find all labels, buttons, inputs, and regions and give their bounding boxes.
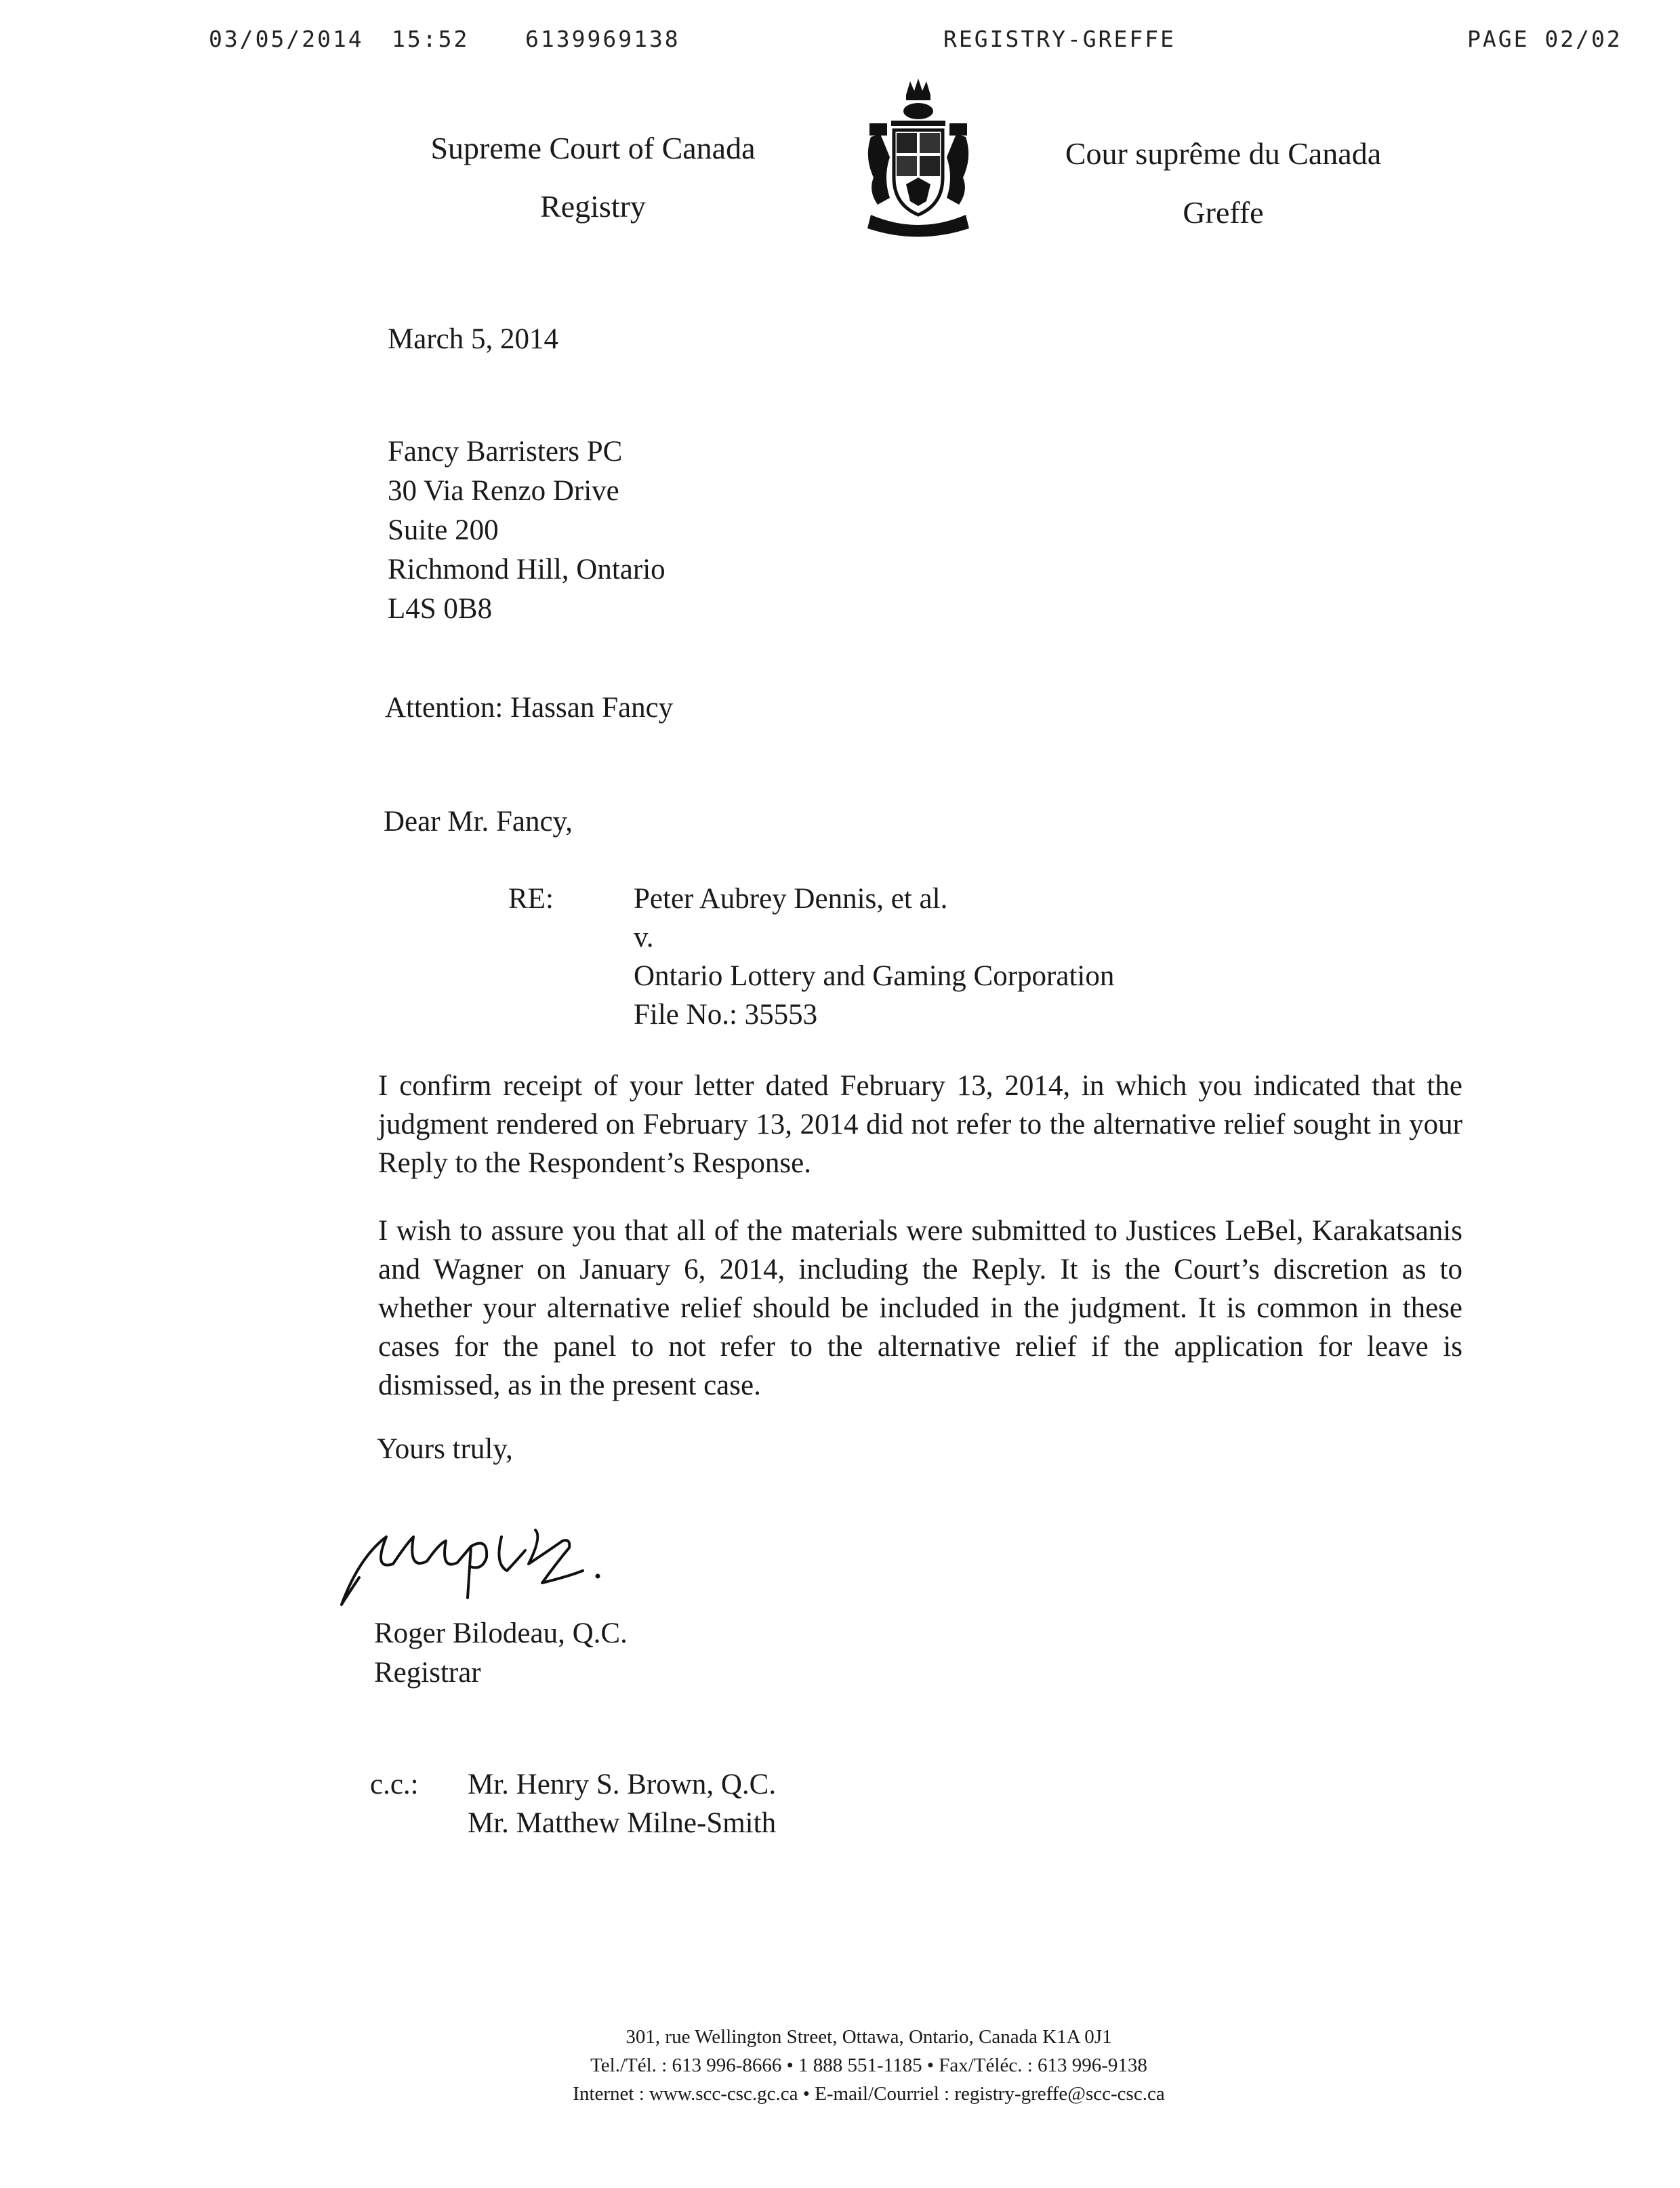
re-versus: v. bbox=[634, 922, 654, 953]
fax-time: 15:52 bbox=[392, 26, 470, 52]
re-block bbox=[634, 880, 1114, 1034]
re-party-appellant: Peter Aubrey Dennis, et al. bbox=[634, 883, 948, 915]
cc-label: c.c.: bbox=[370, 1769, 419, 1800]
court-name-french: Cour suprême du Canada bbox=[1065, 136, 1382, 171]
fax-date: 03/05/2014 bbox=[209, 26, 364, 52]
handwritten-signature bbox=[332, 1496, 712, 1611]
registry-english: Registry bbox=[540, 189, 646, 224]
cc-list bbox=[468, 1765, 776, 1842]
fax-number: 6139969138 bbox=[525, 26, 680, 52]
coat-of-arms-icon bbox=[851, 76, 986, 245]
footer-web: Internet : www.scc-csc.gc.ca • E-mail/Courriel : registry-greffe@scc-csc.ca bbox=[573, 2083, 1165, 2105]
re-label: RE: bbox=[508, 883, 554, 915]
fax-page-indicator: PAGE 02/02 bbox=[1467, 26, 1622, 52]
body-paragraph-2: I wish to assure you that all of the materials were submitted to Justices LeBel, Karakatsanis and Wagner on January 6, 2014, including the Reply. It is the Court’s discretion as to whether your alternative relief should be included in the judgment. It is common in these cases for the panel to not refer to the alternative relief if the application for leave is dismissed, as in the present case. bbox=[378, 1215, 1462, 1401]
body-paragraph-1: I confirm receipt of your letter dated February 13, 2014, in which you indicated that the judgment rendered on February 13, 2014 did not refer to the alternative relief sought in your Reply to the Respondent’s Response. bbox=[378, 1070, 1462, 1179]
court-name-english: Supreme Court of Canada bbox=[430, 131, 756, 165]
footer-address: 301, rue Wellington Street, Ottawa, Ontario, Canada K1A 0J1 bbox=[626, 2026, 1112, 2048]
closing: Yours truly, bbox=[377, 1433, 513, 1465]
cc-recipient: Mr. Matthew Milne-Smith bbox=[468, 1807, 777, 1839]
signer-block bbox=[374, 1614, 628, 1693]
footer-phone: Tel./Tél. : 613 996-8666 • 1 888 551-1185 • Fax/Téléc. : 613 996-9138 bbox=[590, 2055, 1147, 2076]
recipient-name: Fancy Barristers PC bbox=[388, 436, 623, 468]
salutation: Dear Mr. Fancy, bbox=[384, 806, 573, 838]
recipient-address bbox=[388, 432, 665, 629]
re-party-respondent: Ontario Lottery and Gaming Corporation bbox=[634, 960, 1115, 992]
letter-date: March 5, 2014 bbox=[388, 323, 558, 355]
re-file-number: File No.: 35553 bbox=[634, 999, 818, 1031]
signer-title: Registrar bbox=[374, 1657, 481, 1689]
recipient-street: 30 Via Renzo Drive bbox=[388, 475, 619, 507]
registry-french: Greffe bbox=[1183, 195, 1264, 230]
recipient-city: Richmond Hill, Ontario bbox=[388, 554, 665, 585]
recipient-suite: Suite 200 bbox=[388, 514, 499, 546]
recipient-postal-code: L4S 0B8 bbox=[388, 593, 493, 625]
letterhead-footer bbox=[0, 2023, 1680, 2108]
cc-recipient: Mr. Henry S. Brown, Q.C. bbox=[468, 1769, 777, 1800]
attention-line: Attention: Hassan Fancy bbox=[385, 692, 674, 724]
signer-name: Roger Bilodeau, Q.C. bbox=[374, 1617, 628, 1649]
fax-sender: REGISTRY-GREFFE bbox=[943, 26, 1176, 52]
